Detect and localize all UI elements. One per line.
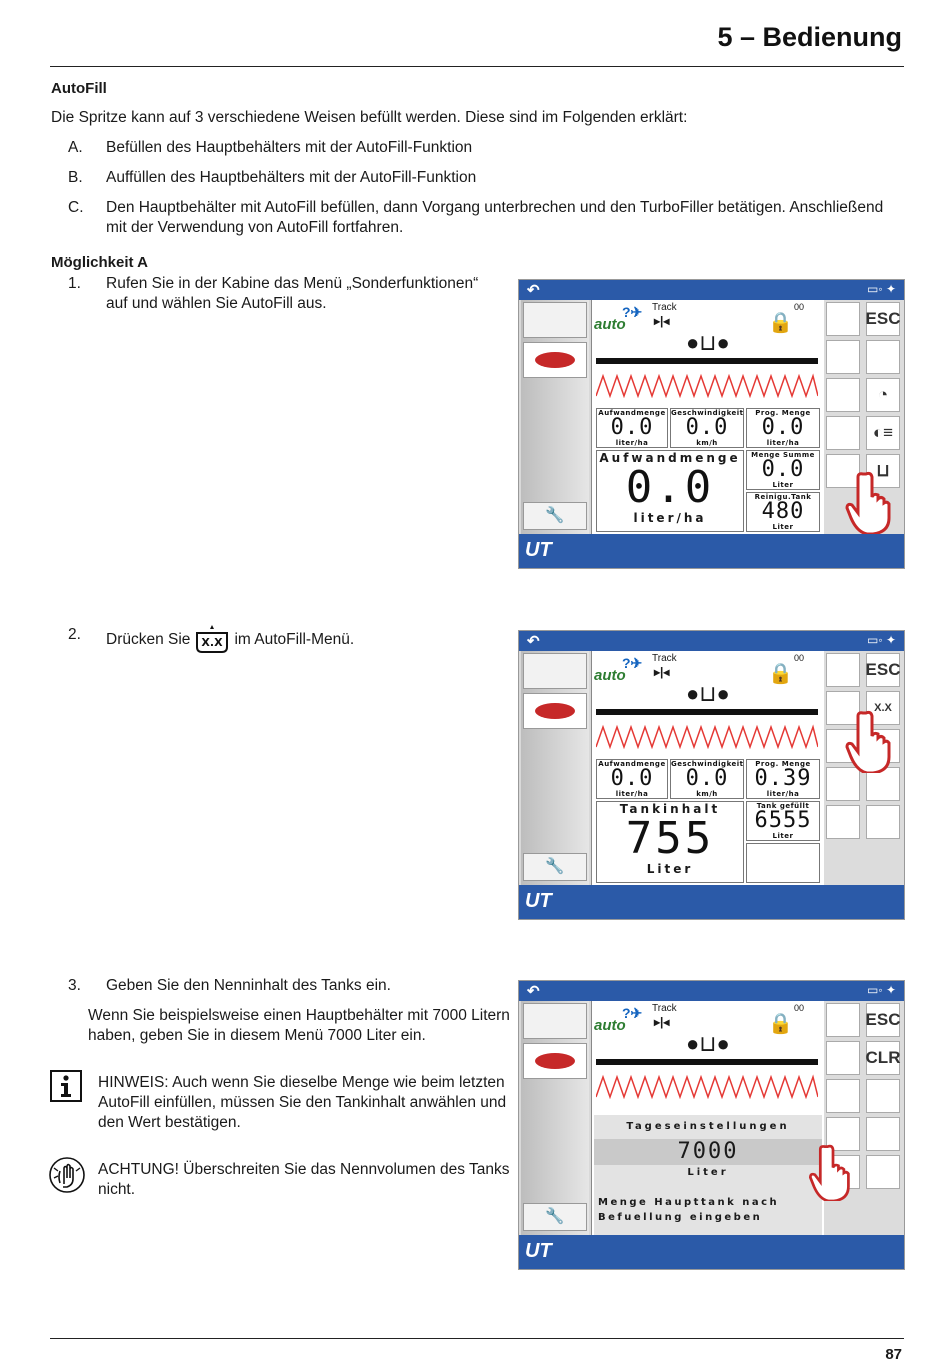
warning-text: ACHTUNG! Überschreiten Sie das Nennvolumen des Tanks nicht. [98, 1161, 510, 1198]
ut-bar [519, 1235, 904, 1269]
track-icon: ▸|◂ [654, 314, 670, 328]
status-bar [519, 981, 904, 1001]
main-display [591, 300, 825, 534]
gauge-icon: ◔ [877, 385, 889, 404]
softkey-empty[interactable] [866, 1079, 900, 1113]
ut-bar [519, 885, 904, 919]
softkey-empty[interactable] [866, 340, 900, 374]
ut-logo-icon: UT [525, 890, 552, 912]
page-number: 87 [885, 1346, 902, 1363]
option-c: C. Den Hauptbehälter mit AutoFill befüllen, dann Vorgang unterbrechen und den TurboFiller betätigen. Anschließend mit der Verwendung von AutoFill fortfahren. [68, 199, 884, 236]
header-rule [50, 66, 904, 67]
subsection-title: Möglichkeit A [51, 254, 148, 271]
step-3: 3. Geben Sie den Nenninhalt des Tanks ein. [68, 977, 391, 994]
wrench-button[interactable] [523, 853, 587, 881]
softkey-empty[interactable] [866, 805, 900, 839]
terminal-screen-1 [518, 279, 905, 569]
entry-unit: Liter [687, 1167, 729, 1178]
status-bar [519, 631, 904, 651]
auto-label: auto [594, 1017, 626, 1034]
note-text: HINWEIS: Auch wenn Sie dieselbe Menge wie beim letzten AutoFill einfüllen, müssen Sie den Tankinhalt anwählen und den Wert bestätigen. [98, 1074, 507, 1131]
esc-button[interactable]: ESC [866, 1003, 900, 1037]
light-button[interactable] [866, 416, 900, 450]
back-arrow-icon[interactable]: ↶ [527, 983, 540, 1000]
esc-button[interactable]: ESC [866, 302, 900, 336]
hardi-logo-button[interactable] [523, 342, 587, 378]
terminal-screen-2 [518, 630, 905, 920]
terminal-screen-3 [518, 980, 905, 1270]
section-title: AutoFill [51, 80, 107, 97]
back-arrow-icon[interactable]: ↶ [527, 282, 540, 299]
lock-icon: 🔒 [768, 1013, 793, 1035]
track-label: Track [652, 302, 677, 313]
wrench-button[interactable] [523, 502, 587, 530]
softkey-empty[interactable] [826, 1079, 860, 1113]
main-display [591, 651, 825, 885]
track-icon: ▸|◂ [654, 1015, 670, 1029]
counter: 00 [794, 653, 805, 663]
tank-icon: ●⊔● [686, 681, 730, 706]
svg-text:X.X: X.X [201, 636, 224, 649]
hardi-logo-button[interactable] [523, 693, 587, 729]
headlight-icon: ◐≡ [872, 423, 894, 442]
sprayer-image-button[interactable] [523, 302, 587, 338]
entry-prompt-1: Menge Haupttank nach [598, 1197, 780, 1208]
left-softkey-column [521, 300, 589, 534]
hardi-logo-button[interactable] [523, 1043, 587, 1079]
satellite-icon: ?✈ [622, 1005, 643, 1021]
spray-pattern [596, 723, 818, 749]
esc-button[interactable]: ESC [866, 653, 900, 687]
back-arrow-icon[interactable]: ↶ [527, 633, 540, 650]
counter: 00 [794, 302, 805, 312]
wrench-icon: 🔧 [545, 507, 565, 524]
ut-bar [519, 534, 904, 568]
pointing-hand-icon [844, 709, 900, 773]
xx-tank-button-icon [194, 625, 230, 655]
spray-pattern [596, 1073, 818, 1099]
right-softkey-column [824, 300, 904, 534]
right-softkey-column [824, 651, 904, 885]
gps-icon: ▭◦ ✦ [867, 633, 896, 647]
softkey-empty[interactable] [826, 340, 860, 374]
cell-tank-gefuellt: Tank gefüllt 6555 Liter [746, 801, 820, 841]
pointing-hand-icon [844, 470, 900, 534]
lock-icon: 🔒 [768, 663, 793, 685]
hardi-logo-icon [535, 352, 575, 368]
cell-prog-menge: Prog. Menge 0.39 liter/ha [746, 759, 820, 799]
softkey-empty[interactable] [826, 416, 860, 450]
ut-logo-icon: UT [525, 539, 552, 561]
entry-title: Tageseinstellungen [626, 1121, 790, 1132]
step-3-example: Wenn Sie beispielsweise einen Hauptbehälter mit 7000 Litern haben, geben Sie in diesem Menü 7000 Liter ein. [88, 1007, 510, 1044]
left-softkey-column [521, 1001, 589, 1235]
cell-menge-summe: Menge Summe 0.0 Liter [746, 450, 820, 490]
cell-reinigu-tank: Reinigu.Tank 480 Liter [746, 492, 820, 532]
left-softkey-column [521, 651, 589, 885]
tank-icon: ●⊔● [686, 330, 730, 355]
pointing-hand-icon [807, 1143, 859, 1201]
tank-volume-input[interactable]: 7000 [594, 1139, 822, 1165]
boom-bar [596, 709, 818, 715]
spray-pattern [596, 372, 818, 398]
tank-icon: ●⊔● [686, 1031, 730, 1056]
gps-icon: ▭◦ ✦ [867, 983, 896, 997]
info-icon [50, 1070, 82, 1102]
wrench-button[interactable] [523, 1203, 587, 1231]
softkey-empty[interactable] [866, 1155, 900, 1189]
softkey-empty[interactable] [866, 1117, 900, 1151]
big-display: Tankinhalt 755 Liter [596, 801, 744, 883]
counter: 00 [794, 1003, 805, 1013]
cell-geschwindigkeit: Geschwindigkeit 0.0 km/h [671, 760, 744, 798]
status-bar [519, 280, 904, 300]
hardi-logo-icon [535, 703, 575, 719]
cell-prog-menge: Prog. Menge 0.0 liter/ha [746, 408, 820, 448]
sprayer-image-button[interactable] [523, 653, 587, 689]
softkey-empty[interactable] [826, 1003, 860, 1037]
main-display [591, 1001, 825, 1235]
boom-bar [596, 358, 818, 364]
step-1: 1. Rufen Sie in der Kabine das Menü „Sonderfunktionen“ auf und wählen Sie AutoFill aus. [68, 275, 479, 312]
auto-label: auto [594, 316, 626, 333]
step-2: 2. Drücken Sie X.X im AutoFill-Menü. [68, 625, 498, 651]
entry-dialog [594, 1115, 822, 1235]
softkey-empty[interactable] [826, 1041, 860, 1075]
clr-button[interactable]: CLR [866, 1041, 900, 1075]
option-a: A. Befüllen des Hauptbehälters mit der AutoFill-Funktion [68, 139, 473, 156]
ut-logo-icon: UT [525, 1240, 552, 1262]
track-label: Track [652, 1003, 677, 1014]
cell-aufwandmenge: Aufwandmenge 0.0 liter/ha [596, 408, 668, 448]
xx-tank-icon: X.X [874, 702, 892, 714]
softkey-empty[interactable] [826, 302, 860, 336]
chapter-title: 5 – Bedienung [717, 22, 902, 52]
wrench-icon: 🔧 [545, 858, 565, 875]
softkey-empty[interactable] [826, 653, 860, 687]
option-b: B. Auffüllen des Hauptbehälters mit der AutoFill-Funktion [68, 169, 477, 186]
gps-icon: ▭◦ ✦ [867, 282, 896, 296]
entry-prompt-2: Befuellung eingeben [598, 1212, 763, 1223]
sprayer-image-button[interactable] [523, 1003, 587, 1039]
gauge-button[interactable] [866, 378, 900, 412]
track-label: Track [652, 653, 677, 664]
footer-rule [50, 1338, 904, 1339]
lock-icon: 🔒 [768, 312, 793, 334]
satellite-icon: ?✈ [622, 655, 643, 671]
cell-aufwandmenge: Aufwandmenge 0.0 liter/ha [596, 759, 668, 799]
hardi-logo-icon [535, 1053, 575, 1069]
hand-warning-icon [48, 1156, 86, 1194]
boom-bar [596, 1059, 818, 1065]
satellite-icon: ?✈ [622, 304, 643, 320]
wrench-icon: 🔧 [545, 1208, 565, 1225]
cell-geschwindigkeit: Geschwindigkeit 0.0 km/h [671, 409, 744, 447]
big-display: Aufwandmenge 0.0 liter/ha [596, 450, 744, 532]
auto-label: auto [594, 667, 626, 684]
softkey-empty[interactable] [826, 378, 860, 412]
intro-text: Die Spritze kann auf 3 verschiedene Weisen befüllt werden. Diese sind im Folgenden erklärt: [51, 109, 688, 126]
cell-empty [746, 843, 820, 883]
track-icon: ▸|◂ [654, 665, 670, 679]
tank-fill-icon: ⊔ [876, 461, 890, 480]
softkey-empty[interactable] [826, 805, 860, 839]
